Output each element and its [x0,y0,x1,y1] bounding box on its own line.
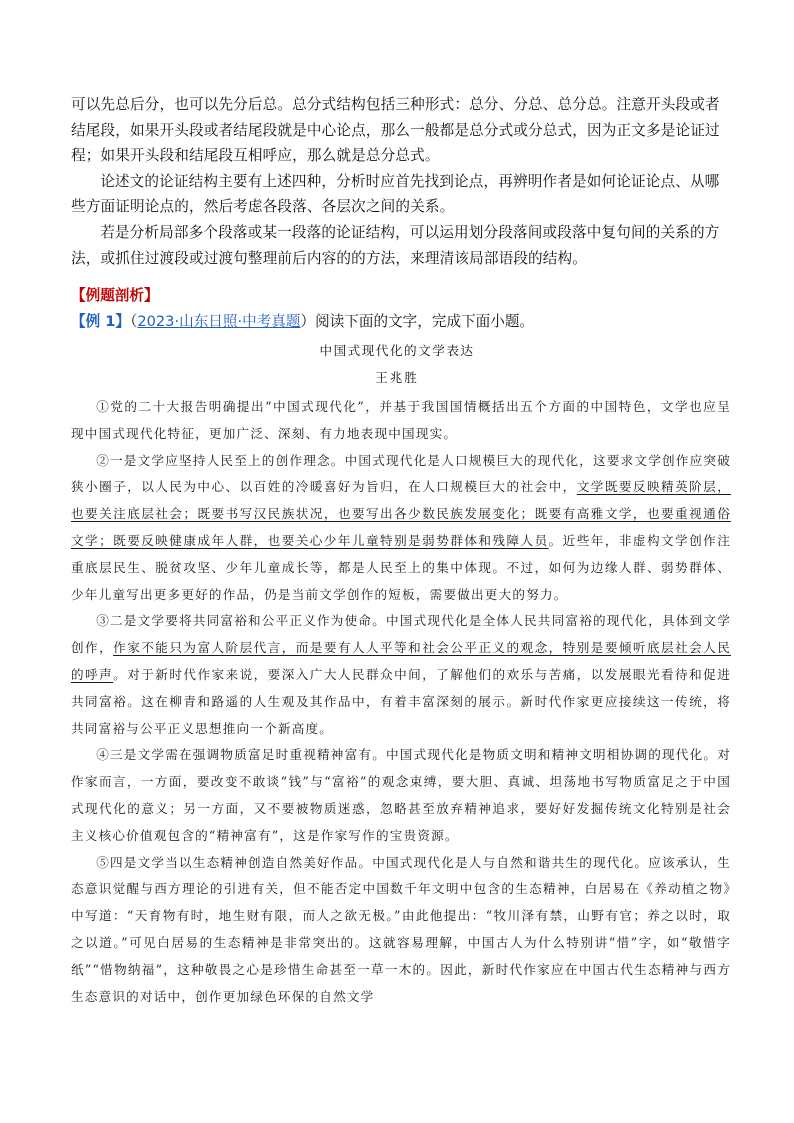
paragraph-3-text-end: 。对于新时代作家来说，要深入广大人民群众中间，了解他们的欢乐与苦痛，以发展眼光看待和促进共同富裕。这在柳青和路遥的人生观及其作品中，有着丰富深刻的展示。新时代作家更应接续这一传统，将共同富裕与公平正义思想推向一个新高度。 [71,666,731,736]
intro-paragraph-2: 论述文的论证结构主要有上述四种，分析时应首先找到论点，再辨明作者是如何论证论点、从哪些方面证明论点的，然后考虑各段落、各层次之间的关系。 [71,172,720,216]
paragraph-3-underlined-text: 作家不能只为富人阶层代言，而是要有人人平等和社会公平正义的观念，特别是要倾听底层社会人民的呼声 [71,640,731,682]
paragraph-2-underlined-text: 文学既要反映精英阶层，也要关注底层社会；既要书写汉民族状况，也要写出各少数民族发展变化；既要有高雅文学，也要重视通俗文学；既要反映健康成年人群，也要关心少年儿童特别是弱势群体和残障人员 [71,479,732,548]
article-author: 王兆胜 [375,370,419,385]
intro-paragraph-1: 可以先总后分，也可以先分后总。总分式结构包括三种形式：总分、分总、总分总。注意开头段或者结尾段，如果开头段或者结尾段就是中心论点，那么一般都是总分式或分总式，因为正文多是论证过程；如果开头段和结尾段互相呼应，那么就是总分总式。 [71,96,720,165]
article-paragraph-3 [71,608,731,742]
example-paren-close: ） [300,313,316,330]
paragraph-2-text-end: 。近些年，非虚构文学创作注重底层民生、脱贫攻坚、少年儿童成长等，都是人民至上的集中体现。不过，如何为边缘人群、弱势群体、少年儿童写出更多更好的作品，仍是当前文学创作的短板，需要做出更大的努力。 [71,532,731,602]
section-heading: 【例题剖析】 [71,287,159,304]
example-instruction: 阅读下面的文字，完成下面小题。 [315,313,535,330]
article-paragraph-2 [71,448,731,609]
article-title: 中国式现代化的文学表达 [319,343,475,358]
intro-paragraph-3: 若是分析局部多个段落或某一段落的论证结构，可以运用划分段落间或段落中复句间的关系的方法，或抓住过渡段或过渡句整理前后内容的的方法，来理清该局部语段的结构。 [71,223,720,267]
paragraph-2-text-start: ②一是文学应坚持人民至上的创作理念。中国式现代化是人口规模巨大的现代化，这要求文学创作应突破狭小圈子，以人民为中心、以百姓的冷暖喜好为旨归，在人口规模巨大的社会中， [71,452,731,495]
article-paragraph-4: ④三是文学需在强调物质富足时重视精神富有。中国式现代化是物质文明和精神文明相协调的现代化。对作家而言，一方面，要改变不敢谈“钱”与“富裕”的观念束缚，要大胆、真诚、坦荡地书写物质富足之于中国式现代化的意义；另一方面，又不要被物质迷惑，忽略甚至放弃精神追求，要好好发掘传统文化特别是社会主义核心价值观包含的“精神富有”，这是作家写作的宝贵资源。 [71,747,731,843]
intro-text [71,92,731,271]
article-body [71,394,731,1010]
article-paragraph-5: ⑤四是文学当以生态精神创造自然美好作品。中国式现代化是人与自然和谐共生的现代化。应该承认，生态意识觉醒与西方理论的引进有关，但不能否定中国数千年文明中包含的生态精神，白居易在《养动植之物》中写道：“天育物有时，地生财有限，而人之欲无极。”由此他提出：“牧川泽有禁，山野有官；养之以时，取之以道。”可见白居易的生态精神是非常突出的。这就容易理解，中国古人为什么特别讲“惜”字，如“敬惜字纸”“惜物纳福”，这种敬畏之心是珍惜生命甚至一草一木的。因此，新时代作家应在中国古代生态精神与西方生态意识的对话中，创作更加绿色环保的自然文学 [71,854,731,1004]
example-label: 【例 1】 [71,313,131,330]
example-paren-open: （ [130,313,138,330]
paragraph-3-text-start: ③二是文学要将共同富裕和公平正义作为使命。中国式现代化是全体人民共同富裕的现代化，具体到文学创作， [71,613,731,656]
example-header [71,311,534,333]
example-source-link[interactable]: 2023·山东日照·中考真题 [137,313,301,330]
article-paragraph-1: ①党的二十大报告明确提出“中国式现代化”，并基于我国国情概括出五个方面的中国特色，文学也应呈现中国式现代化特征，更加广泛、深刻、有力地表现中国现实。 [71,399,731,441]
